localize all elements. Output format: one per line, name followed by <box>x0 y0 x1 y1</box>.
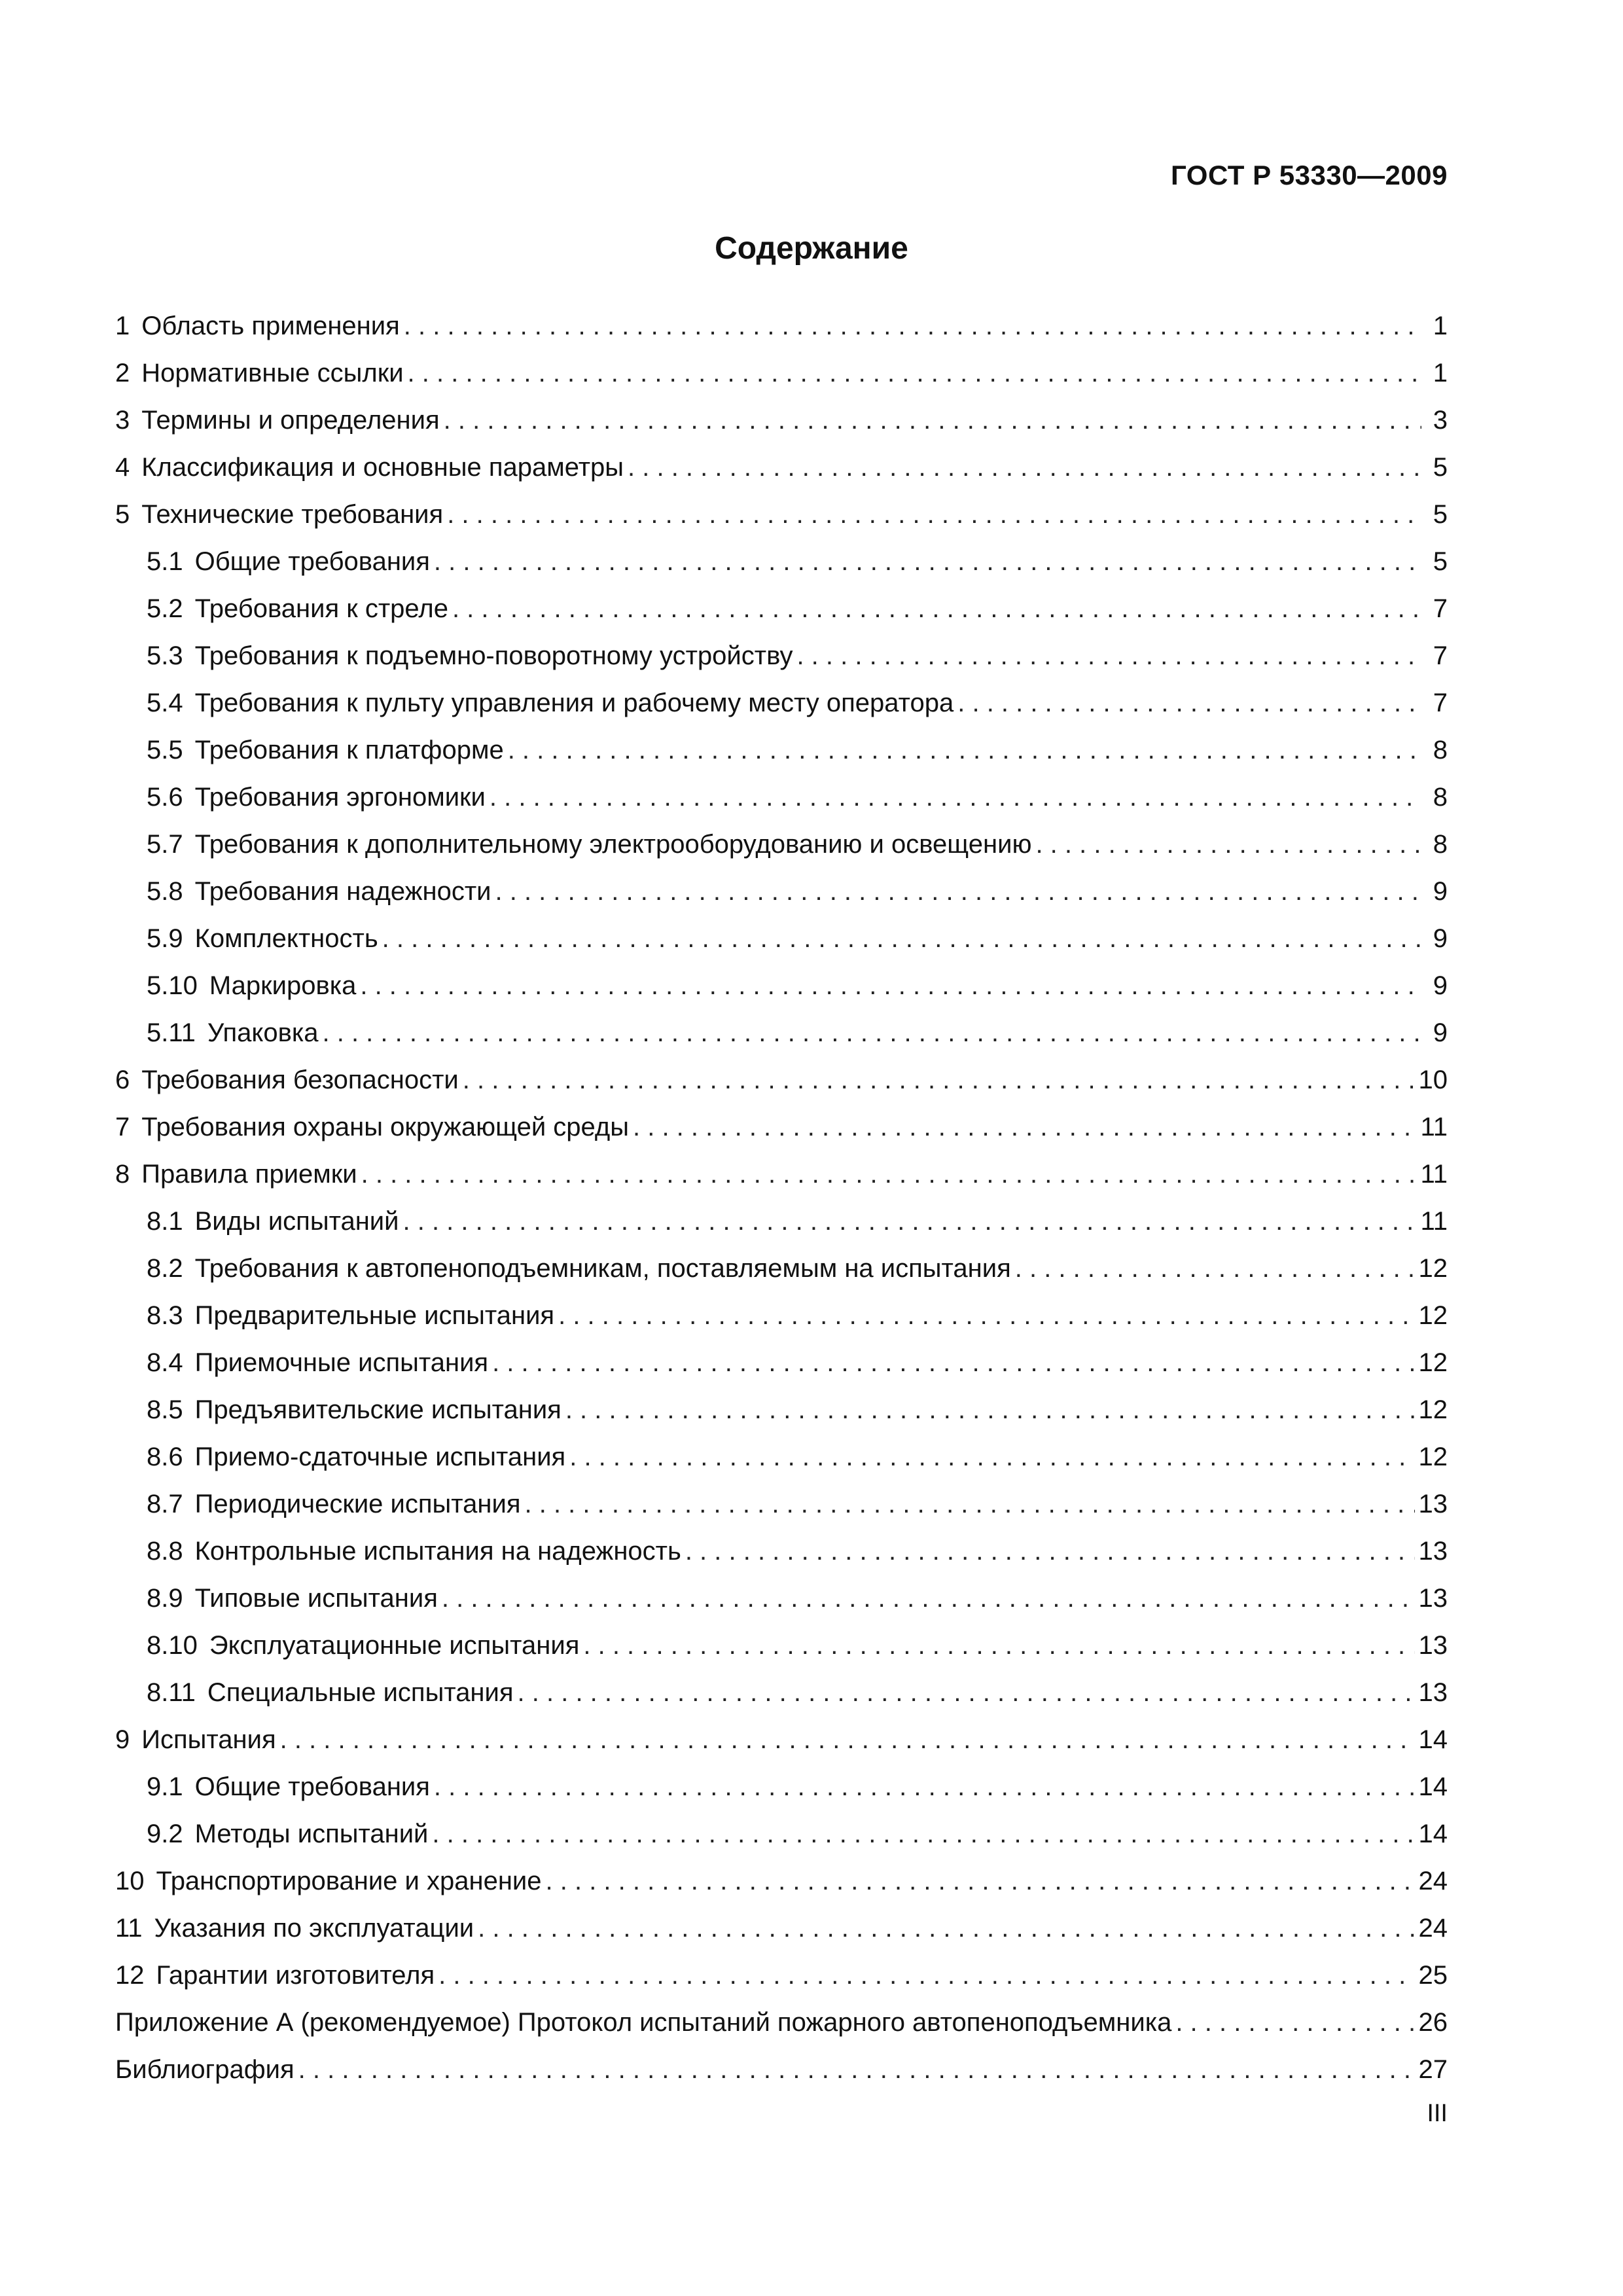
toc-entry-page: 12 <box>1418 1348 1448 1377</box>
toc-leader-dots <box>434 538 1421 585</box>
toc-entry-title: Упаковка <box>207 1018 319 1047</box>
toc-entry-page: 13 <box>1418 1631 1448 1660</box>
toc-entry-page: 8 <box>1433 783 1448 812</box>
toc-entry-title: Маркировка <box>209 971 357 1000</box>
toc-leader-dots <box>382 915 1421 962</box>
toc-entry[interactable] <box>115 397 1448 444</box>
toc-entry-number: 9 <box>115 1725 130 1754</box>
toc-entry-title: Специальные испытания <box>207 1678 514 1707</box>
toc-entry-page: 1 <box>1433 312 1448 340</box>
toc-leader-dots <box>434 1763 1415 1810</box>
toc-entry-number: 7 <box>115 1113 130 1141</box>
toc-entry-title: Термины и определения <box>141 406 440 435</box>
toc-leader-dots <box>478 1905 1414 1952</box>
toc-leader-dots <box>444 397 1421 444</box>
toc-entry-page: 5 <box>1433 547 1448 576</box>
toc-entry-title: Комплектность <box>194 924 378 953</box>
toc-entry-title: Общие требования <box>194 1772 430 1801</box>
toc-entry-number: 8.8 <box>147 1537 183 1566</box>
toc-leader-dots <box>518 1669 1415 1716</box>
toc-leader-dots <box>525 1480 1415 1528</box>
toc-leader-dots <box>1035 821 1421 868</box>
toc-entry[interactable] <box>115 632 1448 679</box>
toc-entry-number: 8.2 <box>147 1254 183 1283</box>
toc-entry-title: Область применения <box>141 312 400 340</box>
page-title: Содержание <box>715 231 908 266</box>
toc-entry-page: 12 <box>1418 1254 1448 1283</box>
toc-entry-page: 26 <box>1418 2008 1448 2037</box>
toc-entry-page: 11 <box>1420 1113 1448 1141</box>
toc-entry-number: 5.3 <box>147 641 183 670</box>
toc-entry-number: 2 <box>115 359 130 387</box>
toc-entry[interactable] <box>115 1905 1448 1952</box>
document-code: ГОСТ Р 53330—2009 <box>1171 160 1448 190</box>
toc-entry[interactable] <box>115 1339 1448 1386</box>
toc-entry-number: 3 <box>115 406 130 435</box>
toc-entry-page: 1 <box>1433 359 1448 387</box>
toc-entry-number: 8.6 <box>147 1443 183 1471</box>
toc-entry-number: 10 <box>115 1867 145 1895</box>
toc-entry[interactable] <box>115 915 1448 962</box>
toc-entry-page: 7 <box>1433 689 1448 717</box>
toc-entry-number: 1 <box>115 312 130 340</box>
toc-entry-page: 10 <box>1418 1066 1448 1094</box>
toc-entry[interactable] <box>115 1952 1448 1999</box>
toc-entry[interactable] <box>115 538 1448 585</box>
toc-entry[interactable] <box>115 1810 1448 1857</box>
toc-entry[interactable] <box>115 491 1448 538</box>
toc-entry[interactable] <box>115 2046 1448 2093</box>
toc-entry-title: Требования к платформе <box>194 736 504 764</box>
toc-entry-number: 8.7 <box>147 1490 183 1518</box>
toc-entry-page: 12 <box>1418 1443 1448 1471</box>
toc-leader-dots <box>402 1198 1416 1245</box>
toc-entry-page: 13 <box>1418 1584 1448 1613</box>
toc-entry[interactable] <box>115 1151 1448 1198</box>
toc-leader-dots <box>565 1386 1415 1433</box>
toc-entry-title: Приемо-сдаточные испытания <box>194 1443 566 1471</box>
toc-entry[interactable] <box>115 1433 1448 1480</box>
toc-entry-title: Предварительные испытания <box>194 1301 555 1330</box>
toc-entry-page: 11 <box>1420 1207 1448 1236</box>
toc-leader-dots <box>685 1528 1415 1575</box>
toc-entry-page: 24 <box>1418 1867 1448 1895</box>
toc-entry[interactable] <box>115 1528 1448 1575</box>
toc-leader-dots <box>361 1151 1417 1198</box>
toc-entry-number: 5.10 <box>147 971 198 1000</box>
toc-entry[interactable] <box>115 1386 1448 1433</box>
toc-entry-number: 9.1 <box>147 1772 183 1801</box>
toc-leader-dots <box>796 632 1421 679</box>
toc-entry-title: Периодические испытания <box>194 1490 521 1518</box>
toc-entry-page: 14 <box>1418 1725 1448 1754</box>
toc-entry-number: 12 <box>115 1961 145 1990</box>
toc-leader-dots <box>558 1292 1414 1339</box>
toc-entry-page: 5 <box>1433 500 1448 529</box>
toc-entry-page: 9 <box>1433 924 1448 953</box>
toc-leader-dots <box>1015 1245 1415 1292</box>
toc-leader-dots <box>404 302 1421 350</box>
toc-entry[interactable] <box>115 1622 1448 1669</box>
toc-entry-number: 9.2 <box>147 1820 183 1848</box>
toc-entry-title: Испытания <box>141 1725 276 1754</box>
toc-entry-title: Транспортирование и хранение <box>156 1867 542 1895</box>
toc-entry[interactable] <box>115 585 1448 632</box>
toc-leader-dots <box>492 1339 1414 1386</box>
toc-leader-dots <box>432 1810 1414 1857</box>
toc-entry-number: 8.9 <box>147 1584 183 1613</box>
toc-leader-dots <box>633 1103 1416 1151</box>
toc-entry-title: Требования к дополнительному электрооборудованию и освещению <box>194 830 1032 859</box>
toc-entry[interactable] <box>115 774 1448 821</box>
toc-entry-title: Указания по эксплуатации <box>154 1914 474 1943</box>
toc-leader-dots <box>360 962 1421 1009</box>
toc-entry-title: Требования к подъемно-поворотному устройству <box>194 641 793 670</box>
toc-leader-dots <box>495 868 1421 915</box>
toc-entry-number: 5.7 <box>147 830 183 859</box>
toc-entry-title: Библиография <box>115 2055 294 2084</box>
toc-entry-title: Требования к пульту управления и рабочему месту оператора <box>194 689 954 717</box>
toc-entry-title: Предъявительские испытания <box>194 1395 562 1424</box>
toc-entry-title: Требования безопасности <box>141 1066 459 1094</box>
toc-entry[interactable] <box>115 962 1448 1009</box>
toc-entry[interactable] <box>115 1056 1448 1103</box>
toc-entry-number: 5 <box>115 500 130 529</box>
toc-entry-number: 11 <box>115 1914 143 1943</box>
toc-entry-number: 5.6 <box>147 783 183 812</box>
toc-entry-title: Контрольные испытания на надежность <box>194 1537 681 1566</box>
toc-entry-page: 14 <box>1418 1820 1448 1848</box>
toc-leader-dots <box>583 1622 1414 1669</box>
toc-entry-number: 5.11 <box>147 1018 196 1047</box>
toc-entry-page: 24 <box>1418 1914 1448 1943</box>
toc-leader-dots <box>1175 1999 1414 2046</box>
toc-entry-title: Виды испытаний <box>194 1207 399 1236</box>
toc-leader-dots <box>452 585 1421 632</box>
toc-entry-title: Классификация и основные параметры <box>141 453 624 482</box>
toc-entry[interactable] <box>115 1716 1448 1763</box>
toc-entry-page: 27 <box>1418 2055 1448 2084</box>
toc-entry-title: Требования к стреле <box>194 594 448 623</box>
toc-leader-dots <box>546 1857 1415 1905</box>
toc-entry-page: 13 <box>1418 1490 1448 1518</box>
toc-entry-number: 8.4 <box>147 1348 183 1377</box>
toc-entry-page: 14 <box>1418 1772 1448 1801</box>
toc-entry-title: Технические требования <box>141 500 444 529</box>
toc-leader-dots <box>442 1575 1415 1622</box>
toc-entry-title: Правила приемки <box>141 1160 357 1189</box>
toc-entry[interactable] <box>115 1857 1448 1905</box>
toc-entry-page: 8 <box>1433 736 1448 764</box>
toc-entry-number: 8 <box>115 1160 130 1189</box>
toc-leader-dots <box>490 774 1421 821</box>
toc-leader-dots <box>438 1952 1414 1999</box>
toc-leader-dots <box>298 2046 1415 2093</box>
toc-entry[interactable] <box>115 1009 1448 1056</box>
page-number: III <box>1427 2100 1448 2127</box>
toc-entry-title: Гарантии изготовителя <box>156 1961 435 1990</box>
toc-entry[interactable] <box>115 444 1448 491</box>
toc-entry-page: 9 <box>1433 877 1448 906</box>
toc-entry[interactable] <box>115 726 1448 774</box>
toc-leader-dots <box>569 1433 1414 1480</box>
toc-entry[interactable] <box>115 1480 1448 1528</box>
toc-leader-dots <box>280 1716 1415 1763</box>
toc-entry-number: 4 <box>115 453 130 482</box>
toc-leader-dots <box>628 444 1421 491</box>
toc-entry[interactable] <box>115 1763 1448 1810</box>
toc-entry-number: 8.5 <box>147 1395 183 1424</box>
toc-entry[interactable] <box>115 1245 1448 1292</box>
toc-entry[interactable] <box>115 350 1448 397</box>
toc-entry-page: 12 <box>1418 1395 1448 1424</box>
toc-entry-title: Методы испытаний <box>194 1820 429 1848</box>
toc-leader-dots <box>447 491 1421 538</box>
toc-entry-title: Общие требования <box>194 547 430 576</box>
toc-entry-title: Требования к автопеноподъемникам, поставляемым на испытания <box>194 1254 1011 1283</box>
toc-entry[interactable] <box>115 679 1448 726</box>
toc-entry-title: Приложение А (рекомендуемое) Протокол испытаний пожарного автопеноподъемника <box>115 2008 1172 2037</box>
toc-leader-dots <box>408 350 1421 397</box>
toc-entry-number: 5.8 <box>147 877 183 906</box>
toc-leader-dots <box>508 726 1421 774</box>
toc-entry-page: 3 <box>1433 406 1448 435</box>
toc-entry[interactable] <box>115 821 1448 868</box>
toc-entry-page: 7 <box>1433 594 1448 623</box>
toc-entry[interactable] <box>115 302 1448 350</box>
toc-entry-page: 25 <box>1418 1961 1448 1990</box>
toc-entry-title: Нормативные ссылки <box>141 359 404 387</box>
toc-entry-number: 5.9 <box>147 924 183 953</box>
toc-entry-page: 9 <box>1433 971 1448 1000</box>
toc-entry-number: 8.11 <box>147 1678 196 1707</box>
toc-entry-number: 8.3 <box>147 1301 183 1330</box>
toc-entry-number: 5.2 <box>147 594 183 623</box>
toc-entry-number: 8.10 <box>147 1631 198 1660</box>
toc-entry-number: 5.1 <box>147 547 183 576</box>
toc-entry-number: 5.5 <box>147 736 183 764</box>
toc-entry-page: 12 <box>1418 1301 1448 1330</box>
toc-entry-page: 13 <box>1418 1537 1448 1566</box>
toc-entry-page: 8 <box>1433 830 1448 859</box>
toc-entry[interactable] <box>115 1669 1448 1716</box>
toc-entry[interactable] <box>115 1103 1448 1151</box>
toc-entry-page: 9 <box>1433 1018 1448 1047</box>
toc-entry[interactable] <box>115 1292 1448 1339</box>
toc-entry-number: 8.1 <box>147 1207 183 1236</box>
toc-entry-page: 13 <box>1418 1678 1448 1707</box>
toc-entry[interactable] <box>115 868 1448 915</box>
toc-entry-number: 6 <box>115 1066 130 1094</box>
toc-entry-title: Эксплуатационные испытания <box>209 1631 580 1660</box>
toc-entry-page: 11 <box>1420 1160 1448 1189</box>
toc-entry-page: 7 <box>1433 641 1448 670</box>
table-of-contents <box>115 302 1448 2093</box>
toc-entry[interactable] <box>115 1198 1448 1245</box>
toc-entry-title: Требования эргономики <box>194 783 486 812</box>
toc-entry-page: 5 <box>1433 453 1448 482</box>
toc-entry[interactable] <box>115 1999 1448 2046</box>
toc-entry-title: Приемочные испытания <box>194 1348 489 1377</box>
toc-leader-dots <box>957 679 1421 726</box>
toc-entry-title: Типовые испытания <box>194 1584 438 1613</box>
toc-leader-dots <box>463 1056 1415 1103</box>
toc-entry-title: Требования охраны окружающей среды <box>141 1113 629 1141</box>
toc-entry[interactable] <box>115 1575 1448 1622</box>
toc-leader-dots <box>322 1009 1421 1056</box>
toc-entry-title: Требования надежности <box>194 877 491 906</box>
toc-entry-number: 5.4 <box>147 689 183 717</box>
